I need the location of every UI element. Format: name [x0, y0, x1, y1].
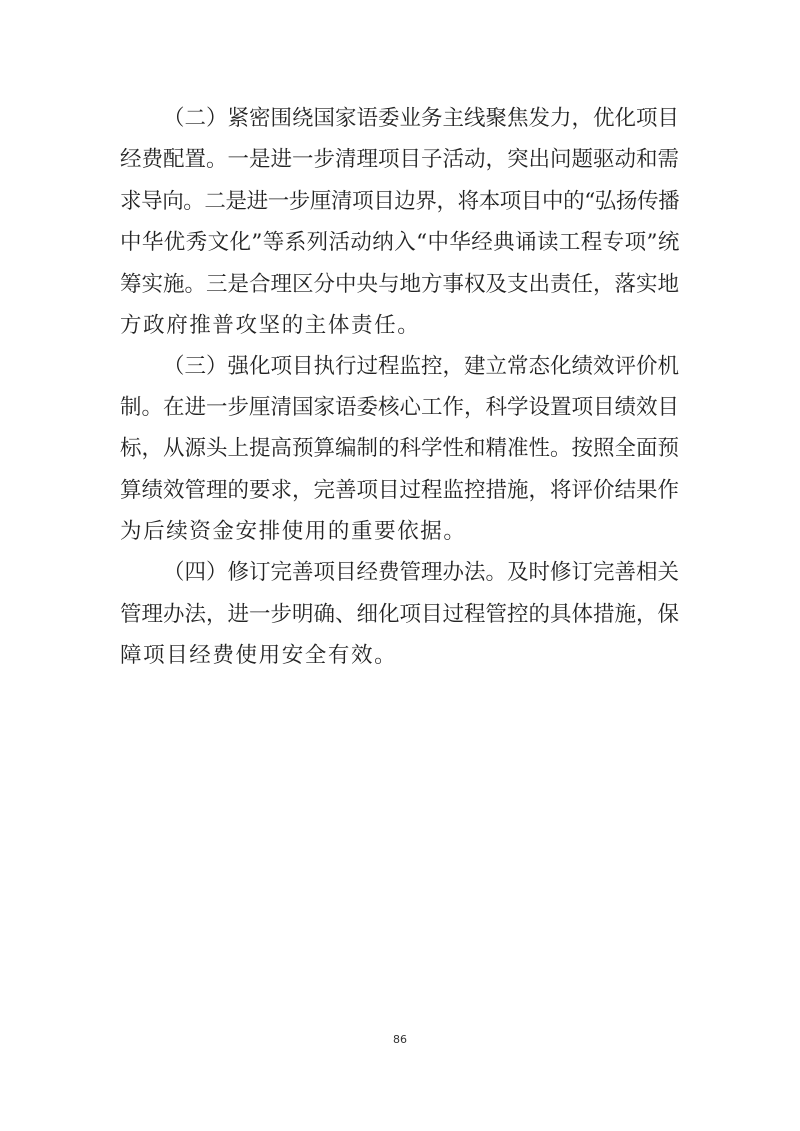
paragraph-line: 筹实施。三是合理区分中央与地方事权及支出责任，落实地 [120, 272, 680, 297]
paragraph-line: 经费配置。一是进一步清理项目子活动，突出问题驱动和需 [120, 147, 680, 172]
paragraph-line: 算绩效管理的要求，完善项目过程监控措施，将评价结果作 [120, 478, 680, 503]
paragraph-line: 中华优秀文化”等系列活动纳入“中华经典诵读工程专项”统 [120, 230, 680, 255]
paragraph-line: 管理办法，进一步明确、细化项目过程管控的具体措施，保 [120, 602, 680, 627]
paragraph-line: （三）强化项目执行过程监控，建立常态化绩效评价机 [163, 354, 680, 379]
paragraph-line: 方政府推普攻坚的主体责任。 [120, 313, 421, 338]
paragraph-line: 标，从源头上提高预算编制的科学性和精准性。按照全面预 [120, 436, 680, 461]
paragraph-line: 为后续资金安排使用的重要依据。 [120, 519, 467, 544]
paragraph-line: （四）修订完善项目经费管理办法。及时修订完善相关 [163, 560, 680, 585]
paragraph-line: 障项目经费使用安全有效。 [120, 643, 398, 668]
page-number: 86 [393, 1033, 407, 1046]
paragraph-line: 制。在进一步厘清国家语委核心工作，科学设置项目绩效目 [120, 395, 680, 420]
paragraph-line: （二）紧密围绕国家语委业务主线聚焦发力，优化项目 [163, 106, 680, 131]
paragraph-line: 求导向。二是进一步厘清项目边界，将本项目中的“弘扬传播 [120, 189, 680, 214]
